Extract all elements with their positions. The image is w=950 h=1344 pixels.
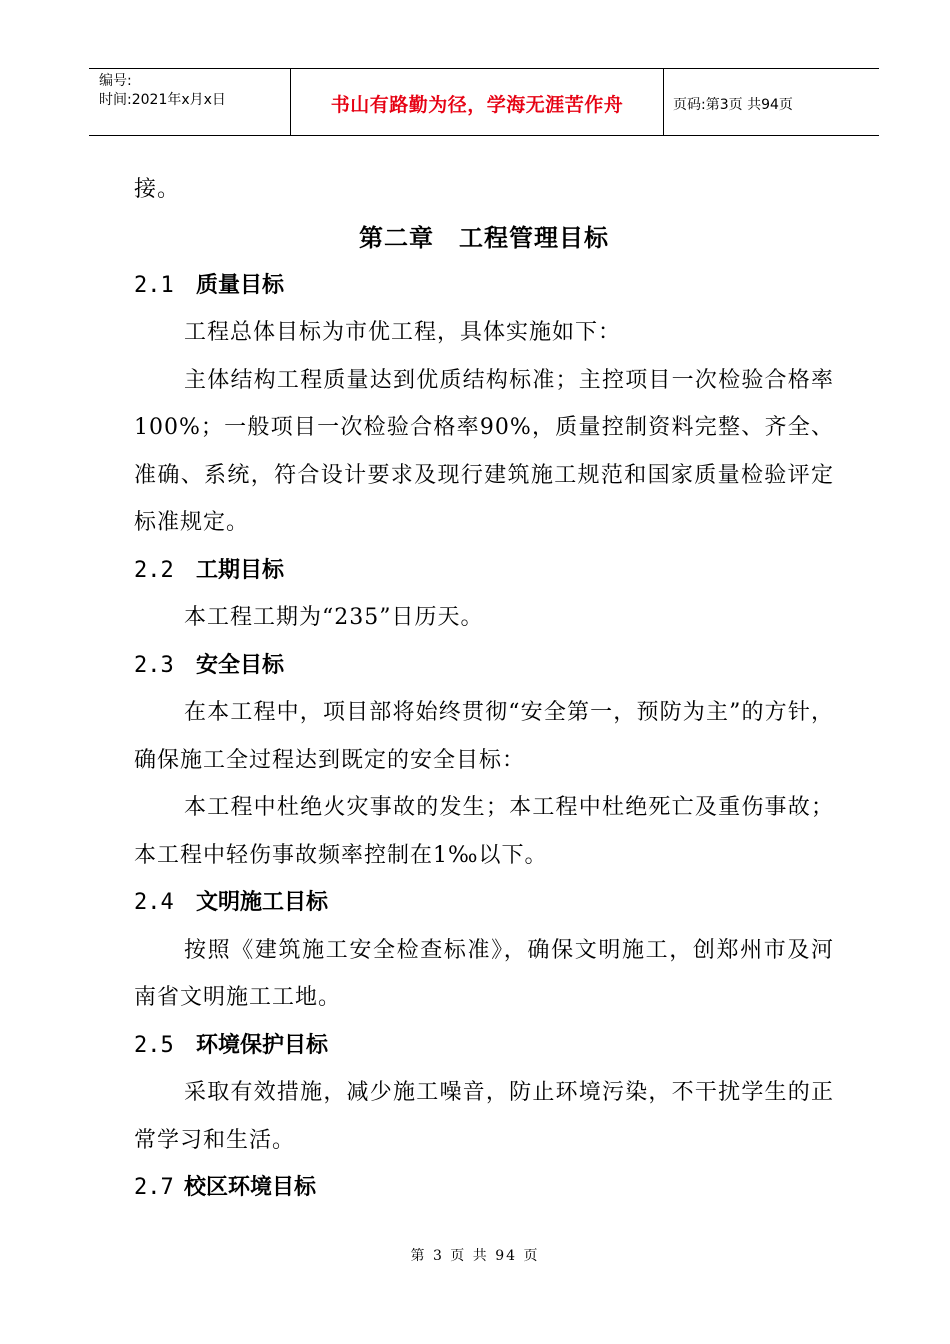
section-number: 2.1 — [134, 272, 174, 298]
paragraph: 本工程工期为“235”日历天。 — [184, 605, 484, 630]
paragraph: 采取有效措施，减少施工噪音，防止环境污染，不干扰学生的正常学习和生活。 — [134, 1080, 834, 1153]
section-heading — [134, 879, 834, 927]
section-heading — [134, 547, 834, 595]
section-title: 校区环境目标 — [184, 1175, 317, 1200]
section-heading — [134, 642, 834, 690]
section-number: 2.4 — [134, 890, 174, 915]
chapter-title: 第二章 工程管理目标 — [359, 223, 609, 252]
header-divider — [663, 69, 664, 135]
section-title: 工期目标 — [196, 557, 285, 583]
paragraph: 按照《建筑施工安全检查标准》，确保文明施工，创郑州市及河南省文明施工工地。 — [134, 937, 834, 1010]
paragraph: 工程总体目标为市优工程，具体实施如下： — [184, 320, 622, 345]
section-heading — [134, 1022, 834, 1070]
continuation-text: 接。 — [134, 177, 181, 202]
header-motto: 书山有路勤为径，学海无涯苦作舟 — [330, 94, 624, 116]
section-title: 文明施工目标 — [196, 890, 329, 915]
page-header — [89, 68, 879, 136]
header-meta — [99, 72, 226, 110]
section-heading — [134, 262, 834, 310]
paragraph: 在本工程中，项目部将始终贯彻“安全第一，预防为主”的方针，确保施工全过程达到既定的安全目标： — [134, 700, 834, 773]
section-title: 质量目标 — [196, 272, 285, 298]
section-number: 2.7 — [134, 1175, 174, 1200]
page-footer: 第 3 页 共 94 页 — [410, 1248, 540, 1264]
section-title: 环境保护目标 — [196, 1032, 329, 1058]
section-number: 2.5 — [134, 1032, 174, 1058]
section-number: 2.2 — [134, 557, 174, 583]
document-body — [134, 166, 834, 1212]
section-number: 2.3 — [134, 652, 174, 678]
header-time-label: 时间:2021年x月x日 — [99, 92, 226, 108]
paragraph: 本工程中杜绝火灾事故的发生；本工程中杜绝死亡及重伤事故；本工程中轻伤事故频率控制在1‰以下。 — [134, 795, 834, 868]
section-title: 安全目标 — [196, 652, 285, 678]
paragraph: 主体结构工程质量达到优质结构标准；主控项目一次检验合格率100%；一般项目一次检验合格率90%，质量控制资料完整、齐全、准确、系统，符合设计要求及现行建筑施工规范和国家质量检验评定标准规定。 — [134, 367, 834, 535]
header-page-info: 页码:第3页 共94页 — [673, 97, 793, 113]
section-heading — [134, 1164, 834, 1212]
header-number-label: 编号: — [99, 73, 132, 89]
